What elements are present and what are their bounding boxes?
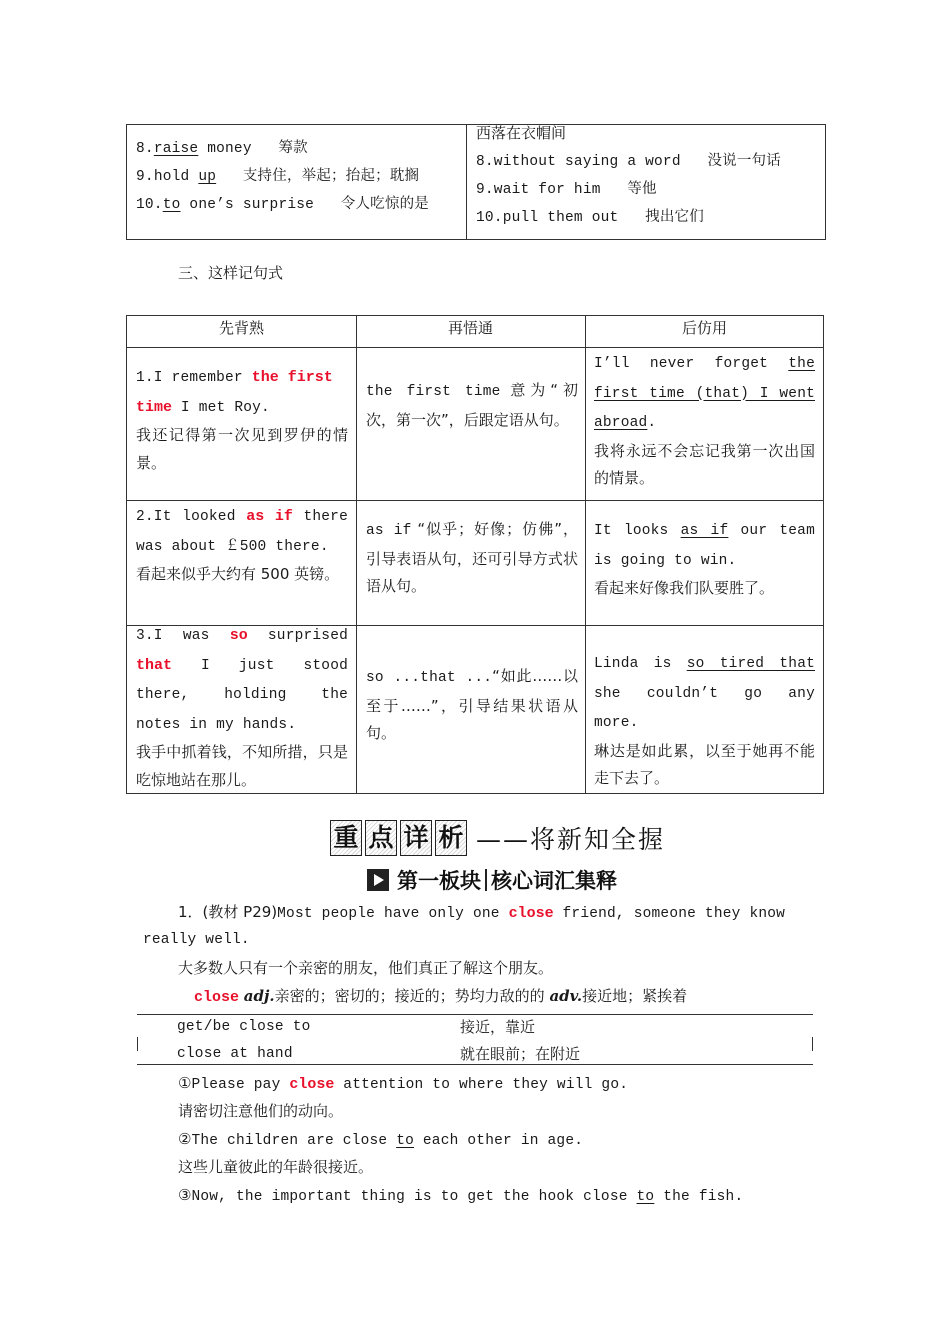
table-divider [356,316,357,793]
table-cell: I’ll never forget the first time (that) I went abroad. 我将永远不会忘记我第一次出国的情景。 [594,356,815,487]
table-cell: Linda is so tired that she couldn’t go any more. 琳达是如此累，以至于她再不能走下去了。 [594,656,815,787]
sub-heading-part: 核心词汇集释 [491,869,617,893]
example-sentence: ③Now, the important thing is to get the hook close to the fish. [178,1186,744,1205]
heading-char: 重 [330,820,362,856]
table-cell: so ...that ...“如此……以至于……”，引导结果状语从句。 [366,667,578,742]
section-heading [330,818,665,858]
play-icon [367,869,389,891]
definition: close adj.亲密的；密切的；接近的；势均力敌的的 adv.接近地；紧挨着 [194,987,688,1006]
section-title: 三、这样记句式 [178,264,284,282]
table-cell: 1.I remember the first time I met Roy. 我还记得第一次见到罗伊的情景。 [136,369,348,472]
list-item: 9.hold up 支持住，举起；抬起；耽搁 [136,168,420,185]
example-sentence: ①Please pay close attention to where they will go. [178,1074,629,1093]
phrase-meaning: 就在眼前；在附近 [460,1045,581,1063]
list-item: 8.raise money 筹款 [136,140,308,157]
phrase-table [137,1014,813,1065]
example-sentence: ②The children are close to each other in age. [178,1130,584,1149]
phrase: close at hand [177,1046,293,1062]
divider [485,869,487,891]
example-translation: 这些儿童彼此的年龄很接近。 [178,1158,374,1176]
sub-heading-part: 第一板块 [397,869,481,893]
list-item: 10.to one’s surprise 令人吃惊的是 [136,196,429,213]
list-item: 8.without saying a word 没说一句话 [476,153,781,170]
table-edge [812,1037,813,1051]
table-cell: 2.It looked as if there was about ￡500 there. 看起来似乎大约有 500 英镑。 [136,508,348,583]
phrase-meaning: 接近，靠近 [460,1018,536,1036]
sentence-table [126,315,824,794]
table-cell: 3.I was so surprised that I just stood there, holding the notes in my hands. 我手中抓着钱，不知所措，只是吃惊地站在那儿。 [136,627,348,789]
example-translation: 请密切注意他们的动向。 [178,1102,344,1120]
entry-line: really well. [143,932,250,948]
list-item: 10.pull them out 拽出它们 [476,209,704,226]
heading-char: 详 [400,820,432,856]
entry-translation: 大多数人只有一个亲密的朋友，他们真正了解这个朋友。 [178,959,554,977]
table-divider [585,316,586,793]
table-cell: the first time 意为“初次，第一次”，后跟定语从句。 [366,381,578,429]
phrase: get/be close to [177,1019,311,1035]
table-edge [137,1037,138,1051]
column-header: 先背熟 [218,319,264,337]
heading-tail: ——将新知全握 [476,825,666,854]
phrase-review-table [126,124,826,240]
column-header: 再悟通 [447,319,493,337]
entry-line: 1．(教材 P29)Most people have only one close friend, someone they know [178,903,786,922]
list-item: 9.wait for him 等他 [476,181,657,198]
table-divider [127,500,823,501]
heading-char: 点 [365,820,397,856]
table-cell: as if “似乎；好像；仿佛”，引导表语从句，还可引导方式状语从句。 [366,520,578,595]
list-item: 西落在衣帽间 [476,124,567,142]
column-header: 后仿用 [681,319,727,337]
table-divider [466,125,467,239]
table-cell: It looks as if our team is going to win. 看起来好像我们队要胜了。 [594,523,815,597]
heading-char: 析 [435,820,467,856]
sub-heading [367,866,617,894]
